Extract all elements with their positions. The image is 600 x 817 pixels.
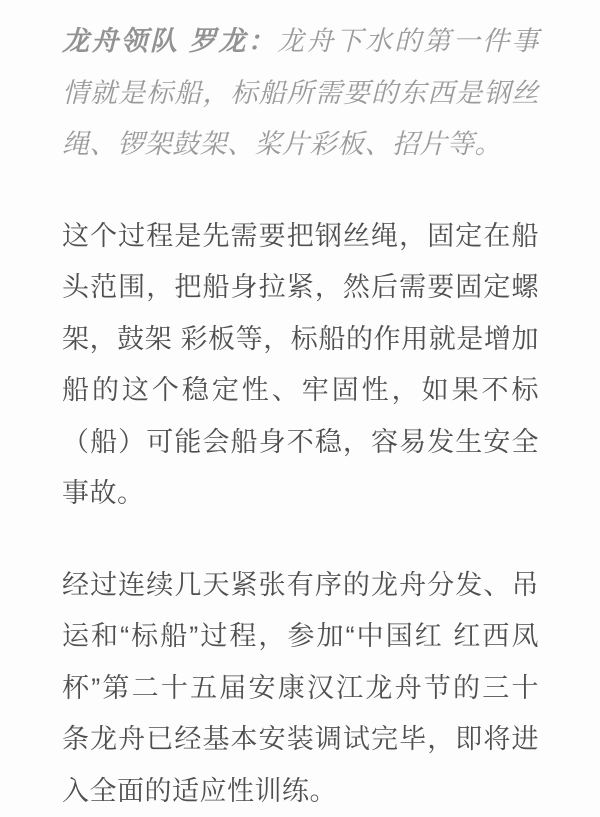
process-line-6: 事故。 xyxy=(62,468,539,520)
progress-line-2: 运和“标船”过程，参加“中国红 红西凤 xyxy=(62,611,539,663)
process-line-3: 架，鼓架 彩板等，标船的作用就是增加 xyxy=(62,314,539,366)
process-line-5: （船）可能会船身不稳，容易发生安全 xyxy=(62,417,539,469)
progress-paragraph xyxy=(62,560,539,817)
process-line-4: 船的这个稳定性、牢固性，如果不标 xyxy=(62,365,539,417)
process-line-2: 头范围，把船身拉紧，然后需要固定螺 xyxy=(62,262,539,314)
leader-quote-paragraph xyxy=(62,16,539,171)
progress-line-4: 条龙舟已经基本安装调试完毕，即将进 xyxy=(62,714,539,766)
quote-line-1 xyxy=(62,16,539,68)
quote-line-2: 情就是标船，标船所需要的东西是钢丝 xyxy=(62,68,539,120)
quote-line-3: 绳、锣架鼓架、桨片彩板、招片等。 xyxy=(62,119,539,171)
process-line-1: 这个过程是先需要把钢丝绳，固定在船 xyxy=(62,211,539,263)
progress-line-1: 经过连续几天紧张有序的龙舟分发、吊 xyxy=(62,560,539,612)
quote-speaker-label: 龙舟领队 罗龙： xyxy=(62,26,277,56)
progress-line-3: 杯”第二十五届安康汉江龙舟节的三十 xyxy=(62,663,539,715)
quote-line-1-text: 龙舟下水的第一件事 xyxy=(277,26,539,56)
process-paragraph xyxy=(62,211,539,520)
progress-line-5: 入全面的适应性训练。 xyxy=(62,766,539,817)
